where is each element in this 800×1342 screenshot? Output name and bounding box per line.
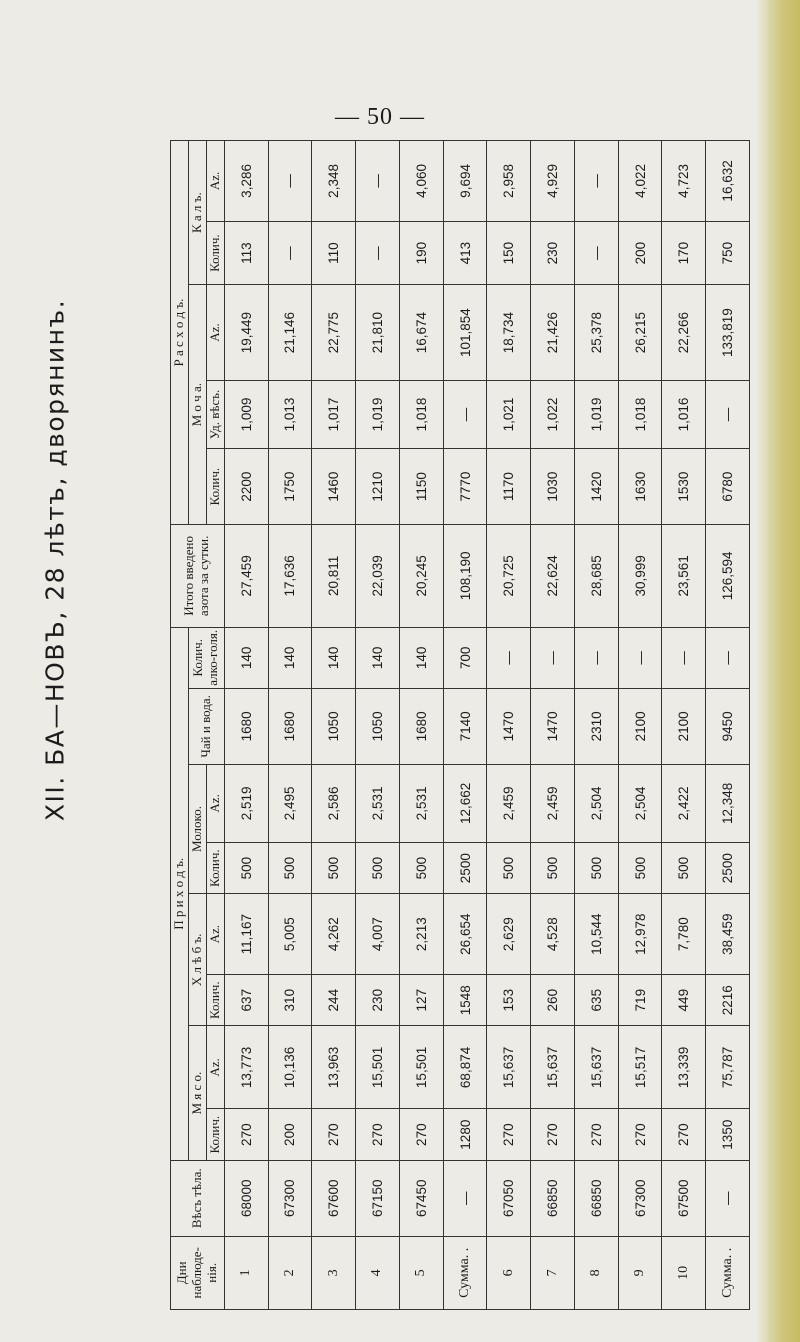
table-cell: 22,775 [312,285,356,380]
row-day-cell: 7 [531,1236,575,1309]
header-row-2 [188,141,206,1310]
table-cell: 15,637 [531,1026,575,1109]
table-cell: 67600 [312,1160,356,1236]
table-cell: 4,022 [618,141,662,222]
row-day-cell: 2 [268,1236,312,1309]
table-cell: 500 [574,842,618,893]
table-cell: 2,958 [487,141,531,222]
table-cell: 4,007 [356,894,400,975]
table-cell: 1050 [356,688,400,764]
table-cell: 10,544 [574,894,618,975]
table-cell: 500 [224,842,268,893]
table-cell: 75,787 [706,1026,750,1109]
table-cell: 270 [356,1109,400,1160]
table-cell: 500 [487,842,531,893]
table-cell: 67450 [399,1160,443,1236]
table-row [312,141,356,1310]
table-frame [170,140,750,1310]
table-row [268,141,312,1310]
row-day-cell: Сумма. . [706,1236,750,1309]
table-cell: 68000 [224,1160,268,1236]
table-cell: 270 [618,1109,662,1160]
table-cell: 10,136 [268,1026,312,1109]
table-cell: 1470 [531,688,575,764]
table-cell: 1,018 [618,380,662,448]
table-body [224,141,749,1310]
table-cell: 1350 [706,1109,750,1160]
table-cell: 260 [531,975,575,1026]
table-cell: — [618,627,662,688]
table-cell: 270 [487,1109,531,1160]
table-cell: 110 [312,221,356,285]
table-cell: 270 [531,1109,575,1160]
table-cell: 270 [312,1109,356,1160]
table-cell: 1,019 [574,380,618,448]
table-cell: 1,021 [487,380,531,448]
table-cell: 101,854 [443,285,487,380]
table-row [356,141,400,1310]
table-cell: 67050 [487,1160,531,1236]
running-head-text: XII. БА—НОВЪ, 28 лѣтъ, дворянинъ. [40,298,70,822]
table-cell: 1680 [399,688,443,764]
table-cell: 25,378 [574,285,618,380]
table-cell: 170 [662,221,706,285]
table-cell: 67300 [618,1160,662,1236]
header-day: Дни наблюде-нія. [171,1236,225,1309]
table-cell: 750 [706,221,750,285]
table-cell: 230 [356,975,400,1026]
table-row [443,141,487,1310]
header-bread-az: Аz. [206,894,224,975]
table-cell: 3,286 [224,141,268,222]
table-cell: 719 [618,975,662,1026]
table-cell: 15,501 [356,1026,400,1109]
table-cell: 1210 [356,449,400,525]
table-cell: 12,978 [618,894,662,975]
table-cell: 1470 [487,688,531,764]
table-cell: 1,019 [356,380,400,448]
table-cell: 2,504 [618,764,662,842]
table-cell: 140 [224,627,268,688]
table-row [706,141,750,1310]
table-cell: 15,637 [487,1026,531,1109]
table-cell: 66850 [574,1160,618,1236]
table-cell: 26,654 [443,894,487,975]
table-cell: 1460 [312,449,356,525]
table-cell: 1280 [443,1109,487,1160]
table-cell: — [268,221,312,285]
table-cell: 13,773 [224,1026,268,1109]
table-cell: 7770 [443,449,487,525]
table-cell: 1630 [618,449,662,525]
table-cell: 16,674 [399,285,443,380]
table-cell: 21,426 [531,285,575,380]
header-urine: М о ч а. [188,285,206,525]
table-cell: — [487,627,531,688]
table-cell: 2,504 [574,764,618,842]
table-cell: 153 [487,975,531,1026]
table-cell: 1,016 [662,380,706,448]
table-cell: 67500 [662,1160,706,1236]
table-cell: 2100 [618,688,662,764]
table-cell: 28,685 [574,525,618,628]
table-cell: 1,017 [312,380,356,448]
table-cell: 2216 [706,975,750,1026]
table-cell: 2,459 [531,764,575,842]
table-cell: 67300 [268,1160,312,1236]
header-meat: М я с о. [188,1026,206,1160]
table-cell: 413 [443,221,487,285]
table-cell: 22,039 [356,525,400,628]
table-row [618,141,662,1310]
table-cell: 2,531 [356,764,400,842]
table-cell: 1680 [268,688,312,764]
table-cell: 2,629 [487,894,531,975]
table-row [487,141,531,1310]
table-cell: 2,422 [662,764,706,842]
table-cell: 9,694 [443,141,487,222]
row-day-cell: 1 [224,1236,268,1309]
table-cell: 17,636 [268,525,312,628]
header-meat-az: Аz. [206,1026,224,1109]
table-row [531,141,575,1310]
table-cell: 38,459 [706,894,750,975]
table-cell: 1750 [268,449,312,525]
header-milk: Молоко. [188,764,206,894]
table-cell: 126,594 [706,525,750,628]
table-cell: 15,501 [399,1026,443,1109]
table-cell: 200 [618,221,662,285]
table-cell: 1150 [399,449,443,525]
table-cell: 12,348 [706,764,750,842]
header-output: Р а с х о д ъ. [171,141,189,525]
row-day-cell: Сумма. . [443,1236,487,1309]
row-day-cell: 10 [662,1236,706,1309]
table-cell: 140 [399,627,443,688]
table-cell: 1680 [224,688,268,764]
table-cell: 9450 [706,688,750,764]
header-feces-qty: Колич. [206,221,224,285]
table-cell: 270 [399,1109,443,1160]
table-cell: 700 [443,627,487,688]
table-cell: — [662,627,706,688]
table-cell: 2,586 [312,764,356,842]
table-cell: 1030 [531,449,575,525]
table-cell: — [706,380,750,448]
table-cell: 1548 [443,975,487,1026]
table-cell: — [356,221,400,285]
table-row [662,141,706,1310]
table-cell: 4,723 [662,141,706,222]
table-cell: 11,167 [224,894,268,975]
table-cell: 2,531 [399,764,443,842]
table-cell: 13,339 [662,1026,706,1109]
table-cell: — [706,1160,750,1236]
table-cell: 20,811 [312,525,356,628]
table-cell: 1530 [662,449,706,525]
header-alcohol: Колич. алко-голя. [188,627,224,688]
header-feces-az: Аz. [206,141,224,222]
header-row-1 [171,141,189,1310]
table-cell: 500 [399,842,443,893]
table-cell: 500 [662,842,706,893]
header-milk-az: Аz. [206,764,224,842]
table-cell: 150 [487,221,531,285]
table-cell: 20,725 [487,525,531,628]
header-feces: К а л ъ. [188,141,206,285]
table-cell: 108,190 [443,525,487,628]
header-milk-qty: Колич. [206,842,224,893]
table-cell: 200 [268,1109,312,1160]
table-cell: 127 [399,975,443,1026]
table-cell: 23,561 [662,525,706,628]
header-urine-qty: Колич. [206,449,224,525]
table-cell: 1,022 [531,380,575,448]
table-cell: 310 [268,975,312,1026]
table-cell: 68,874 [443,1026,487,1109]
table-cell: 133,819 [706,285,750,380]
table-cell: 21,146 [268,285,312,380]
table-cell: 5,005 [268,894,312,975]
page-edge [756,0,800,1342]
table-cell: 4,262 [312,894,356,975]
table-cell: 244 [312,975,356,1026]
table-cell: 635 [574,975,618,1026]
table-row [399,141,443,1310]
table-cell: — [706,627,750,688]
header-urine-spec: Уд. вѣсъ. [206,380,224,448]
table-cell: 7140 [443,688,487,764]
table-cell: 13,963 [312,1026,356,1109]
table-cell: — [574,221,618,285]
table-cell: 1,009 [224,380,268,448]
table-cell: 22,266 [662,285,706,380]
table-cell: 4,060 [399,141,443,222]
table-cell: 1,013 [268,380,312,448]
table-cell: 2,348 [312,141,356,222]
table-cell: 1420 [574,449,618,525]
header-bread-qty: Колич. [206,975,224,1026]
row-day-cell: 4 [356,1236,400,1309]
table-cell: 2200 [224,449,268,525]
header-weight: Вѣсъ тѣла. [171,1160,225,1236]
table-cell: 500 [531,842,575,893]
table-cell: 230 [531,221,575,285]
table-cell: 113 [224,221,268,285]
table-cell: 140 [356,627,400,688]
table-cell: 18,734 [487,285,531,380]
table-cell: 26,215 [618,285,662,380]
table-cell: 15,517 [618,1026,662,1109]
table-cell: 6780 [706,449,750,525]
table-cell: 190 [399,221,443,285]
table-cell: — [574,627,618,688]
table-cell: 2500 [706,842,750,893]
row-day-cell: 6 [487,1236,531,1309]
table-cell: 270 [224,1109,268,1160]
table-cell: — [574,141,618,222]
table-cell: 2500 [443,842,487,893]
page-number: — 50 — [335,104,425,130]
table-cell: 20,245 [399,525,443,628]
row-day-cell: 8 [574,1236,618,1309]
table-cell: 637 [224,975,268,1026]
table-cell: 66850 [531,1160,575,1236]
table-cell: 270 [574,1109,618,1160]
header-tea: Чай и вода. [188,688,224,764]
table-cell: 500 [356,842,400,893]
running-head [20,200,90,920]
table-cell: 500 [312,842,356,893]
table-cell: 140 [268,627,312,688]
table-cell: 7,780 [662,894,706,975]
table-cell: — [443,1160,487,1236]
table-cell: 19,449 [224,285,268,380]
table-cell: 67150 [356,1160,400,1236]
rotated-table-wrapper [170,140,750,1310]
header-urine-az: Аz. [206,285,224,380]
table-cell: 4,528 [531,894,575,975]
nitrogen-balance-table [170,140,750,1310]
table-cell: 500 [618,842,662,893]
table-cell: 2,213 [399,894,443,975]
table-cell: 15,637 [574,1026,618,1109]
row-day-cell: 5 [399,1236,443,1309]
table-cell: 22,624 [531,525,575,628]
table-cell: 2310 [574,688,618,764]
table-cell: 12,662 [443,764,487,842]
row-day-cell: 9 [618,1236,662,1309]
header-total-n: Итого введено азота за сутки. [171,525,225,628]
header-bread: Х л ѣ б ъ. [188,894,206,1026]
table-cell: 27,459 [224,525,268,628]
table-cell: 1,018 [399,380,443,448]
table-cell: 1050 [312,688,356,764]
table-cell: 4,929 [531,141,575,222]
table-cell: 2,495 [268,764,312,842]
table-cell: 2100 [662,688,706,764]
table-cell: 21,810 [356,285,400,380]
table-cell: 2,519 [224,764,268,842]
row-day-cell: 3 [312,1236,356,1309]
table-cell: — [268,141,312,222]
table-row [574,141,618,1310]
table-cell: 270 [662,1109,706,1160]
table-cell: 449 [662,975,706,1026]
table-cell: — [531,627,575,688]
table-row [224,141,268,1310]
header-intake: П р и х о д ъ. [171,627,189,1160]
table-cell: — [356,141,400,222]
table-cell: 16,632 [706,141,750,222]
table-cell: 30,999 [618,525,662,628]
header-meat-qty: Колич. [206,1109,224,1160]
table-cell: 500 [268,842,312,893]
table-cell: — [443,380,487,448]
table-cell: 2,459 [487,764,531,842]
table-cell: 1170 [487,449,531,525]
table-cell: 140 [312,627,356,688]
